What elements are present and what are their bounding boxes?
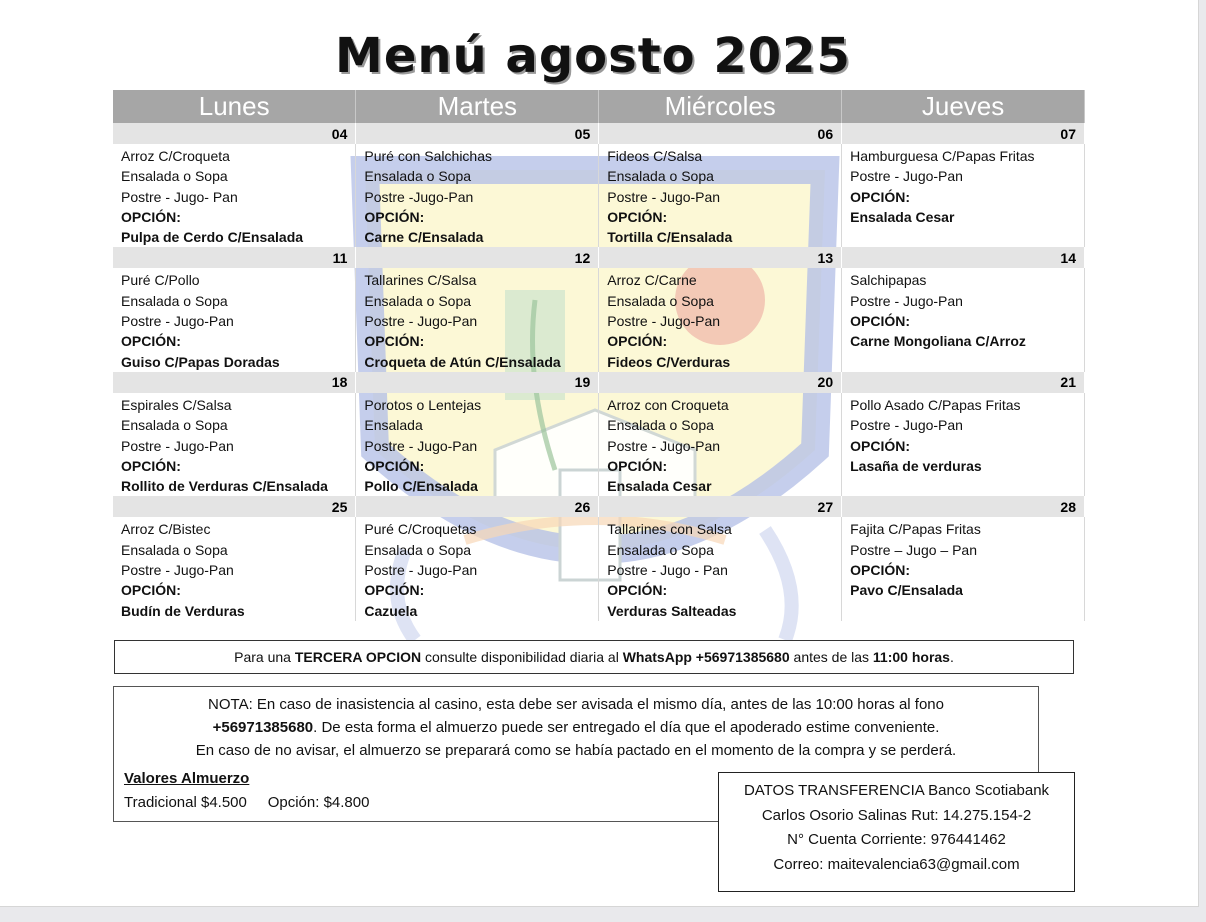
menu-line: Postre - Jugo-Pan (850, 168, 963, 185)
menu-cell (113, 144, 356, 247)
opcion-label: OPCIÓN: (850, 313, 911, 330)
date-cell: 18 (113, 372, 356, 393)
nota-line (114, 716, 1038, 739)
tercera-text: consulte disponibilidad diaria al (421, 649, 623, 665)
menu-line: Postre - Jugo-Pan (121, 437, 234, 454)
menu-line: Arroz C/Bistec (121, 521, 211, 538)
date-cell: 11 (113, 247, 356, 268)
transfer-line: N° Cuenta Corriente: 976441462 (787, 831, 1006, 848)
menu-cell (356, 144, 599, 247)
opcion-dish: Croqueta de Atún C/Ensalada (364, 353, 561, 370)
opcion-label: OPCIÓN: (850, 188, 911, 205)
menu-line: Puré C/Pollo (121, 272, 200, 289)
menu-line: Ensalada o Sopa (121, 292, 228, 309)
date-cell: 19 (356, 372, 599, 393)
menu-line: Postre - Jugo-Pan (607, 313, 721, 330)
date-cell: 25 (113, 496, 356, 517)
opcion-label: OPCIÓN: (607, 582, 668, 599)
menu-line: Tallarines C/Salsa (364, 272, 477, 289)
menu-row (113, 268, 1085, 371)
opcion-dish: Ensalada Cesar (607, 478, 712, 495)
date-row (113, 123, 1085, 144)
opcion-dish: Lasaña de verduras (850, 457, 982, 474)
opcion-label: OPCIÓN: (121, 457, 181, 474)
tercera-text: . (949, 649, 954, 665)
menu-table (113, 90, 1085, 621)
tercera-text: Para una (234, 649, 295, 665)
date-cell: 13 (599, 247, 842, 268)
menu-line: Ensalada o Sopa (121, 417, 228, 434)
menu-cell (599, 393, 842, 496)
date-cell: 12 (356, 247, 599, 268)
nota-line: NOTA: En caso de inasistencia al casino, esta debe ser avisada el mismo día, antes de las 10:00 horas al fono (208, 696, 944, 713)
menu-line: Postre - Jugo-Pan (121, 313, 234, 330)
menu-cell (356, 268, 599, 371)
menu-line: Fajita C/Papas Fritas (850, 521, 981, 538)
menu-cell (599, 144, 842, 247)
menu-line: Puré C/Croquetas (364, 521, 477, 538)
nota-line: En caso de no avisar, el almuerzo se preparará como se había pactado en el momento de la compra y se perderá. (195, 742, 957, 759)
menu-line: Ensalada o Sopa (121, 168, 228, 185)
valores-heading: Valores Almuerzo (124, 770, 250, 787)
nota-line-rest: . De esta forma el almuerzo puede ser entregado el día que el apoderado estime conveniente. (313, 719, 940, 736)
opcion-label: OPCIÓN: (364, 333, 425, 350)
menu-line: Postre - Jugo-Pan (607, 437, 721, 454)
menu-line: Postre - Jugo- Pan (121, 188, 238, 205)
valores-prices (124, 791, 369, 815)
menu-line: Postre – Jugo – Pan (850, 541, 977, 558)
menu-cell (842, 144, 1085, 247)
menu-line: Pollo Asado C/Papas Fritas (850, 396, 1021, 413)
menu-cell (842, 517, 1085, 620)
date-cell: 21 (842, 372, 1085, 393)
menu-cell (599, 517, 842, 620)
menu-line: Ensalada o Sopa (364, 168, 472, 185)
opcion-dish: Guiso C/Papas Doradas (121, 353, 280, 370)
menu-line: Ensalada (364, 417, 423, 434)
menu-line: Postre -Jugo-Pan (364, 188, 474, 205)
deadline-time: 11:00 horas (872, 649, 950, 665)
date-row (113, 247, 1085, 268)
menu-row (113, 517, 1085, 620)
menu-line: Salchipapas (850, 272, 927, 289)
tercera-text: antes de las (789, 649, 873, 665)
opcion-dish: Tortilla C/Ensalada (607, 229, 733, 246)
opcion-label: OPCIÓN: (850, 562, 911, 579)
menu-row (113, 144, 1085, 247)
menu-line: Arroz con Croqueta (607, 396, 729, 413)
menu-line: Ensalada o Sopa (364, 541, 472, 558)
date-row (113, 496, 1085, 517)
opcion-dish: Cazuela (364, 602, 418, 619)
opcion-label: OPCIÓN: (364, 582, 425, 599)
menu-row (113, 393, 1085, 496)
day-header: Miércoles (599, 90, 842, 123)
menu-line: Ensalada o Sopa (607, 541, 714, 558)
date-cell: 04 (113, 123, 356, 144)
days-header-row (113, 90, 1085, 123)
menu-line: Postre - Jugo-Pan (850, 417, 963, 434)
transfer-line: DATOS TRANSFERENCIA Banco Scotiabank (743, 782, 1050, 799)
menu-cell (842, 268, 1085, 371)
opcion-label: OPCIÓN: (607, 208, 668, 225)
menu-cell (599, 268, 842, 371)
date-row (113, 372, 1085, 393)
opcion-dish: Rollito de Verduras C/Ensalada (121, 478, 328, 495)
day-header: Martes (356, 90, 599, 123)
menu-cell (356, 517, 599, 620)
opcion-dish: Carne Mongoliana C/Arroz (850, 333, 1026, 350)
menu-line: Postre - Jugo-Pan (364, 437, 478, 454)
menu-cell (356, 393, 599, 496)
date-cell: 14 (842, 247, 1085, 268)
opcion-label: OPCIÓN: (850, 437, 911, 454)
date-cell: 27 (599, 496, 842, 517)
menu-line: Ensalada o Sopa (607, 168, 714, 185)
opcion-dish: Pulpa de Cerdo C/Ensalada (121, 229, 304, 246)
menu-line: Fideos C/Salsa (607, 148, 703, 164)
tercera-opcion-box (114, 640, 1074, 674)
day-header: Lunes (113, 90, 356, 123)
menu-line: Arroz C/Croqueta (121, 148, 230, 164)
transfer-line: Correo: maitevalencia63@gmail.com (773, 855, 1020, 873)
date-cell: 20 (599, 372, 842, 393)
menu-line: Postre - Jugo - Pan (607, 562, 728, 579)
transfer-line: Carlos Osorio Salinas Rut: 14.275.154-2 (761, 806, 1032, 824)
opcion-label: OPCIÓN: (607, 457, 668, 474)
nota-phone: +56971385680 (212, 719, 314, 736)
menu-line: Postre - Jugo-Pan (850, 292, 963, 309)
date-cell: 05 (356, 123, 599, 144)
tercera-text: TERCERA OPCION (294, 649, 422, 665)
date-cell: 28 (842, 496, 1085, 517)
opcion-label: OPCIÓN: (364, 208, 425, 225)
opcion-label: OPCIÓN: (121, 333, 181, 350)
menu-line: Ensalada o Sopa (364, 292, 472, 309)
menu-line: Tallarines con Salsa (607, 521, 732, 538)
menu-cell (113, 268, 356, 371)
menu-cell (842, 393, 1085, 496)
opcion-label: OPCIÓN: (121, 582, 181, 599)
opcion-dish: Fideos C/Verduras (607, 353, 731, 370)
menu-line: Postre - Jugo-Pan (607, 188, 721, 205)
menu-line: Ensalada o Sopa (607, 292, 714, 309)
opcion-dish: Budín de Verduras (121, 602, 245, 619)
opcion-dish: Carne C/Ensalada (364, 229, 484, 246)
menu-line: Postre - Jugo-Pan (364, 562, 478, 579)
opcion-dish: Verduras Salteadas (607, 602, 737, 619)
opcion-dish: Ensalada Cesar (850, 208, 955, 225)
date-cell: 26 (356, 496, 599, 517)
opcion-dish: Pavo C/Ensalada (850, 582, 963, 599)
page-title: Menú agosto 2025 (335, 28, 851, 84)
opcion-label: OPCIÓN: (364, 457, 425, 474)
price-tradicional: Tradicional $4.500 (124, 794, 247, 811)
opcion-dish: Pollo C/Ensalada (364, 478, 478, 495)
nota-text (114, 687, 1038, 762)
menu-line: Ensalada o Sopa (121, 541, 228, 558)
menu-line: Espirales C/Salsa (121, 396, 232, 413)
valores-almuerzo (124, 767, 369, 815)
date-cell: 07 (842, 123, 1085, 144)
menu-line: Hamburguesa C/Papas Fritas (850, 148, 1035, 164)
date-cell: 06 (599, 123, 842, 144)
transferencia-box (718, 772, 1075, 892)
opcion-label: OPCIÓN: (121, 208, 181, 225)
menu-line: Arroz C/Carne (607, 272, 697, 289)
whatsapp-contact: WhatsApp +56971385680 (622, 649, 790, 665)
menu-line: Porotos o Lentejas (364, 396, 482, 413)
menu-line: Ensalada o Sopa (607, 417, 714, 434)
menu-line: Postre - Jugo-Pan (121, 562, 234, 579)
opcion-label: OPCIÓN: (607, 333, 668, 350)
menu-line: Postre - Jugo-Pan (364, 313, 478, 330)
price-opcion: Opción: $4.800 (267, 794, 370, 811)
menu-cell (113, 517, 356, 620)
menu-cell (113, 393, 356, 496)
menu-line: Puré con Salchichas (364, 148, 493, 164)
menu-body (113, 123, 1085, 621)
day-header: Jueves (842, 90, 1085, 123)
